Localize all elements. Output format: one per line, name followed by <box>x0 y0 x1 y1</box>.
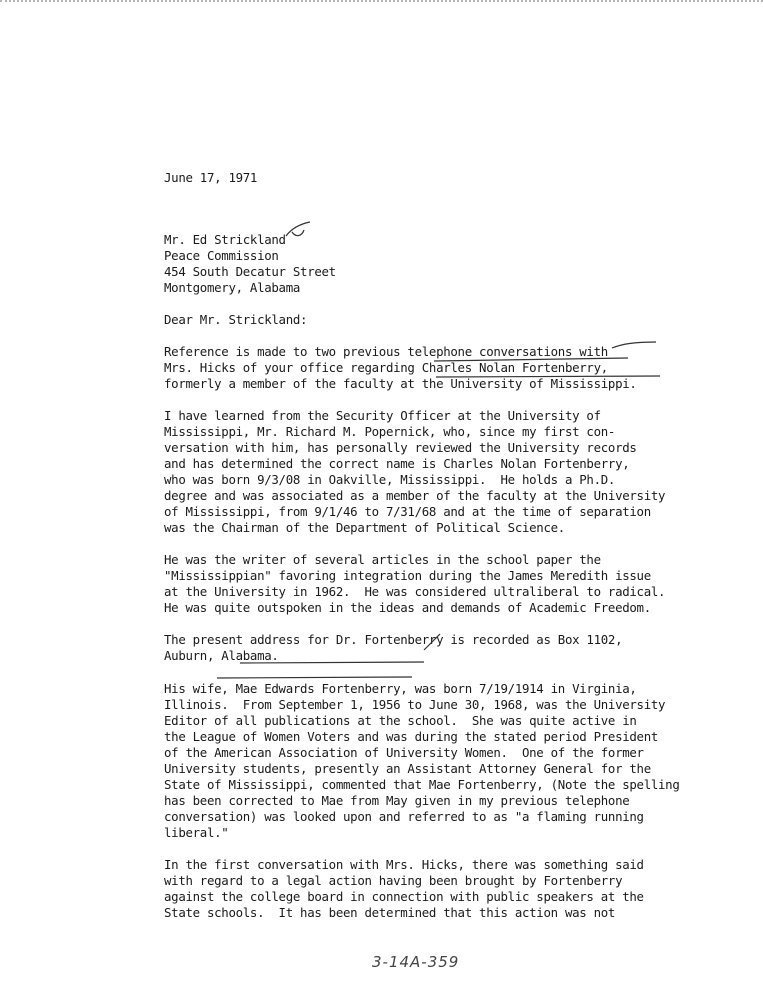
text-line: The present address for Dr. Fortenberry is recorded as Box 1102, <box>164 632 623 647</box>
text-line: at the University in 1962. He was considered ultraliberal to radical. <box>164 584 666 599</box>
text-line: of the American Association of University Women. One of the former <box>164 745 644 760</box>
text-line: conversation) was looked upon and referred to as "a flaming running <box>164 809 644 824</box>
text-line: degree and was associated as a member of the faculty at the University <box>164 488 666 503</box>
address-line: Mr. Ed Strickland <box>164 232 286 247</box>
paragraph-wife <box>164 681 724 841</box>
text-line: State of Mississippi, commented that Mae Fortenberry, (Note the spelling <box>164 777 680 792</box>
text-line: He was quite outspoken in the ideas and demands of Academic Freedom. <box>164 600 651 615</box>
text-line: formerly a member of the faculty at the University of Mississippi. <box>164 376 637 391</box>
paragraph-legal-action <box>164 857 724 921</box>
text-line: has been corrected to Mae from May given in my previous telephone <box>164 793 630 808</box>
recipient-address <box>164 232 724 296</box>
text-line: His wife, Mae Edwards Fortenberry, was born 7/19/1914 in Virginia, <box>164 681 637 696</box>
text-line: who was born 9/3/08 in Oakville, Mississippi. He holds a Ph.D. <box>164 472 616 487</box>
page-top-border <box>0 0 763 6</box>
text-line: versation with him, has personally reviewed the University records <box>164 440 637 455</box>
text-line: Mrs. Hicks of your office regarding Charles Nolan Fortenberry, <box>164 360 608 375</box>
text-line: with regard to a legal action having been brought by Fortenberry <box>164 873 623 888</box>
letter-date: June 17, 1971 <box>164 170 258 185</box>
text-line: Editor of all publications at the school. She was quite active in <box>164 713 637 728</box>
paragraph-address <box>164 632 724 664</box>
text-line: against the college board in connection with public speakers at the <box>164 889 644 904</box>
file-number-handwritten: 3-14A-359 <box>372 953 460 971</box>
paragraph-writer <box>164 552 724 616</box>
text-line: In the first conversation with Mrs. Hicks, there was something said <box>164 857 644 872</box>
text-line: I have learned from the Security Officer at the University of <box>164 408 601 423</box>
text-line: University students, presently an Assistant Attorney General for the <box>164 761 651 776</box>
text-line: and has determined the correct name is Charles Nolan Fortenberry, <box>164 456 630 471</box>
address-line: Peace Commission <box>164 248 279 263</box>
text-line: of Mississippi, from 9/1/46 to 7/31/68 and at the time of separation <box>164 504 651 519</box>
text-line: was the Chairman of the Department of Political Science. <box>164 520 565 535</box>
text-line: Auburn, Alabama. <box>164 648 279 663</box>
text-line: State schools. It has been determined that this action was not <box>164 905 616 920</box>
address-line: 454 South Decatur Street <box>164 264 336 279</box>
text-line: "Mississippian" favoring integration during the James Meredith issue <box>164 568 651 583</box>
text-line: Illinois. From September 1, 1956 to June 30, 1968, was the University <box>164 697 666 712</box>
paragraph-security-officer <box>164 408 724 536</box>
address-line: Montgomery, Alabama <box>164 280 301 295</box>
text-line: the League of Women Voters and was during the stated period President <box>164 729 659 744</box>
text-line: Reference is made to two previous telephone conversations with <box>164 344 608 359</box>
letter-body <box>164 170 724 937</box>
salutation: Dear Mr. Strickland: <box>164 312 308 327</box>
text-line: Mississippi, Mr. Richard M. Popernick, who, since my first con- <box>164 424 616 439</box>
text-line: liberal." <box>164 825 229 840</box>
text-line: He was the writer of several articles in the school paper the <box>164 552 601 567</box>
paragraph-reference <box>164 344 724 392</box>
